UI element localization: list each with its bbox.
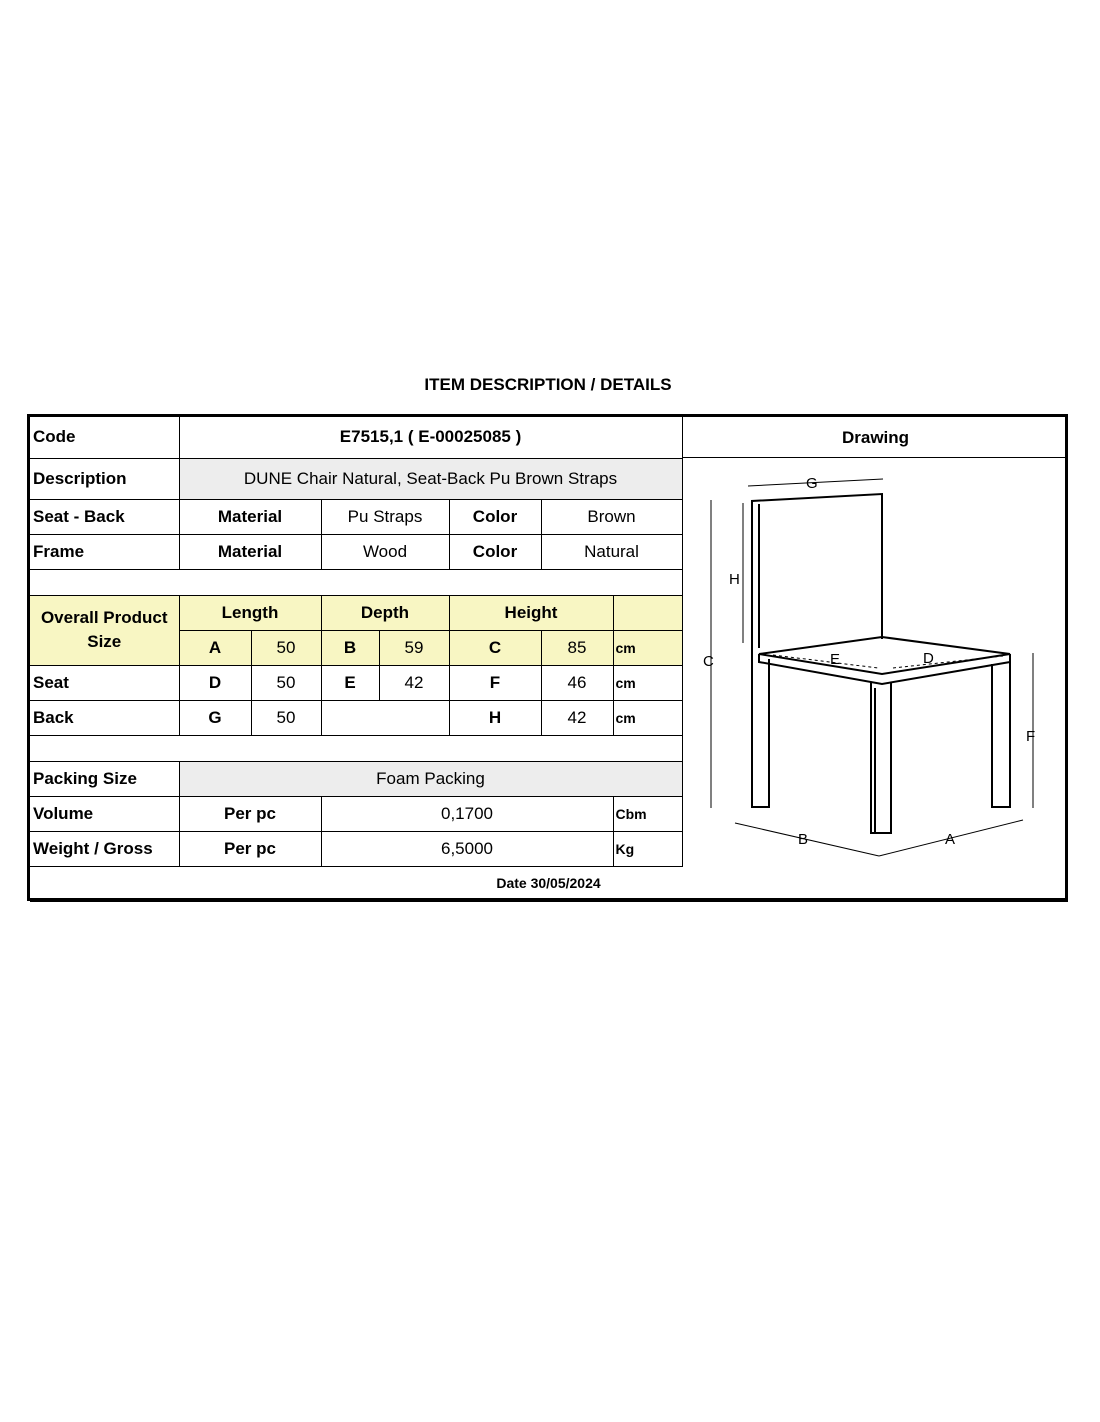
dim-h-label: H — [449, 700, 541, 735]
dim-label-g: G — [806, 475, 818, 492]
dim-label-b: B — [798, 831, 809, 848]
back-size-label: Back — [30, 700, 179, 735]
dim-e-value: 42 — [379, 665, 449, 700]
footer-table — [30, 866, 1068, 902]
frame-material-label: Material — [179, 534, 321, 569]
seat-back-row — [30, 499, 682, 534]
chair-outline — [752, 494, 1010, 833]
dim-d-label: D — [179, 665, 251, 700]
dim-line-e — [773, 655, 878, 668]
dim-c-label: C — [449, 630, 541, 665]
overall-size-label-line1: Overall Product — [40, 608, 168, 627]
dim-label-f: F — [1026, 728, 1036, 745]
dim-g-label: G — [179, 700, 251, 735]
dim-a-value: 50 — [251, 630, 321, 665]
dim-label-a: A — [945, 831, 956, 848]
spacer-cell — [30, 569, 682, 595]
dim-label-h: H — [729, 571, 740, 588]
weight-per: Per pc — [179, 831, 321, 866]
dim-label-e: E — [830, 651, 841, 668]
overall-unit: cm — [613, 630, 682, 665]
drawing-panel — [682, 417, 1068, 866]
dim-a-label: A — [179, 630, 251, 665]
details-table — [30, 417, 683, 867]
height-header: Height — [449, 595, 613, 630]
weight-value: 6,5000 — [321, 831, 613, 866]
seat-size-row — [30, 665, 682, 700]
seat-back-color-label: Color — [449, 499, 541, 534]
frame-row — [30, 534, 682, 569]
leg-right — [992, 654, 1010, 807]
depth-header: Depth — [321, 595, 449, 630]
footer-date: Date 30/05/2024 — [30, 866, 1068, 901]
dim-d-value: 50 — [251, 665, 321, 700]
seat-back-material-label: Material — [179, 499, 321, 534]
dim-label-d: D — [923, 650, 934, 667]
seat-back-material: Pu Straps — [321, 499, 449, 534]
weight-unit: Kg — [613, 831, 682, 866]
dim-g-value: 50 — [251, 700, 321, 735]
overall-size-label — [30, 595, 179, 665]
description-row — [30, 458, 682, 499]
dim-f-value: 46 — [541, 665, 613, 700]
chair-drawing — [683, 458, 1068, 865]
description-label: Description — [30, 458, 179, 499]
code-value: E7515,1 ( E-00025085 ) — [179, 417, 682, 458]
item-details-sheet — [27, 414, 1068, 901]
dim-e-label: E — [321, 665, 379, 700]
size-header-row — [30, 595, 682, 630]
footer-row — [30, 866, 1068, 901]
backrest — [752, 494, 882, 806]
spacer-row — [30, 735, 682, 761]
volume-unit: Cbm — [613, 796, 682, 831]
frame-color: Natural — [541, 534, 682, 569]
document-title: ITEM DESCRIPTION / DETAILS — [424, 375, 672, 394]
size-header-blank — [613, 595, 682, 630]
dim-label-c: C — [703, 653, 714, 670]
frame-color-label: Color — [449, 534, 541, 569]
volume-value: 0,1700 — [321, 796, 613, 831]
frame-material: Wood — [321, 534, 449, 569]
dim-b-label: B — [321, 630, 379, 665]
dim-c-value: 85 — [541, 630, 613, 665]
seat-back-color: Brown — [541, 499, 682, 534]
seat-size-label: Seat — [30, 665, 179, 700]
spacer-cell — [30, 735, 682, 761]
dim-h-value: 42 — [541, 700, 613, 735]
back-size-row — [30, 700, 682, 735]
code-label: Code — [30, 417, 179, 458]
seat-edge — [759, 654, 1010, 684]
spacer-row — [30, 569, 682, 595]
volume-per: Per pc — [179, 796, 321, 831]
back-blank — [321, 700, 449, 735]
packing-value: Foam Packing — [179, 761, 682, 796]
dim-f-label: F — [449, 665, 541, 700]
code-row — [30, 417, 682, 458]
packing-row — [30, 761, 682, 796]
leg-back-left — [752, 654, 769, 807]
dim-b-value: 59 — [379, 630, 449, 665]
description-value: DUNE Chair Natural, Seat-Back Pu Brown Straps — [179, 458, 682, 499]
seat-unit: cm — [613, 665, 682, 700]
length-header: Length — [179, 595, 321, 630]
packing-label: Packing Size — [30, 761, 179, 796]
back-unit: cm — [613, 700, 682, 735]
overall-size-label-line2: Size — [87, 632, 122, 651]
volume-row — [30, 796, 682, 831]
seat-back-label: Seat - Back — [30, 499, 179, 534]
volume-label: Volume — [30, 796, 179, 831]
frame-label: Frame — [30, 534, 179, 569]
weight-label: Weight / Gross — [30, 831, 179, 866]
weight-row — [30, 831, 682, 866]
drawing-header: Drawing — [683, 417, 1068, 458]
